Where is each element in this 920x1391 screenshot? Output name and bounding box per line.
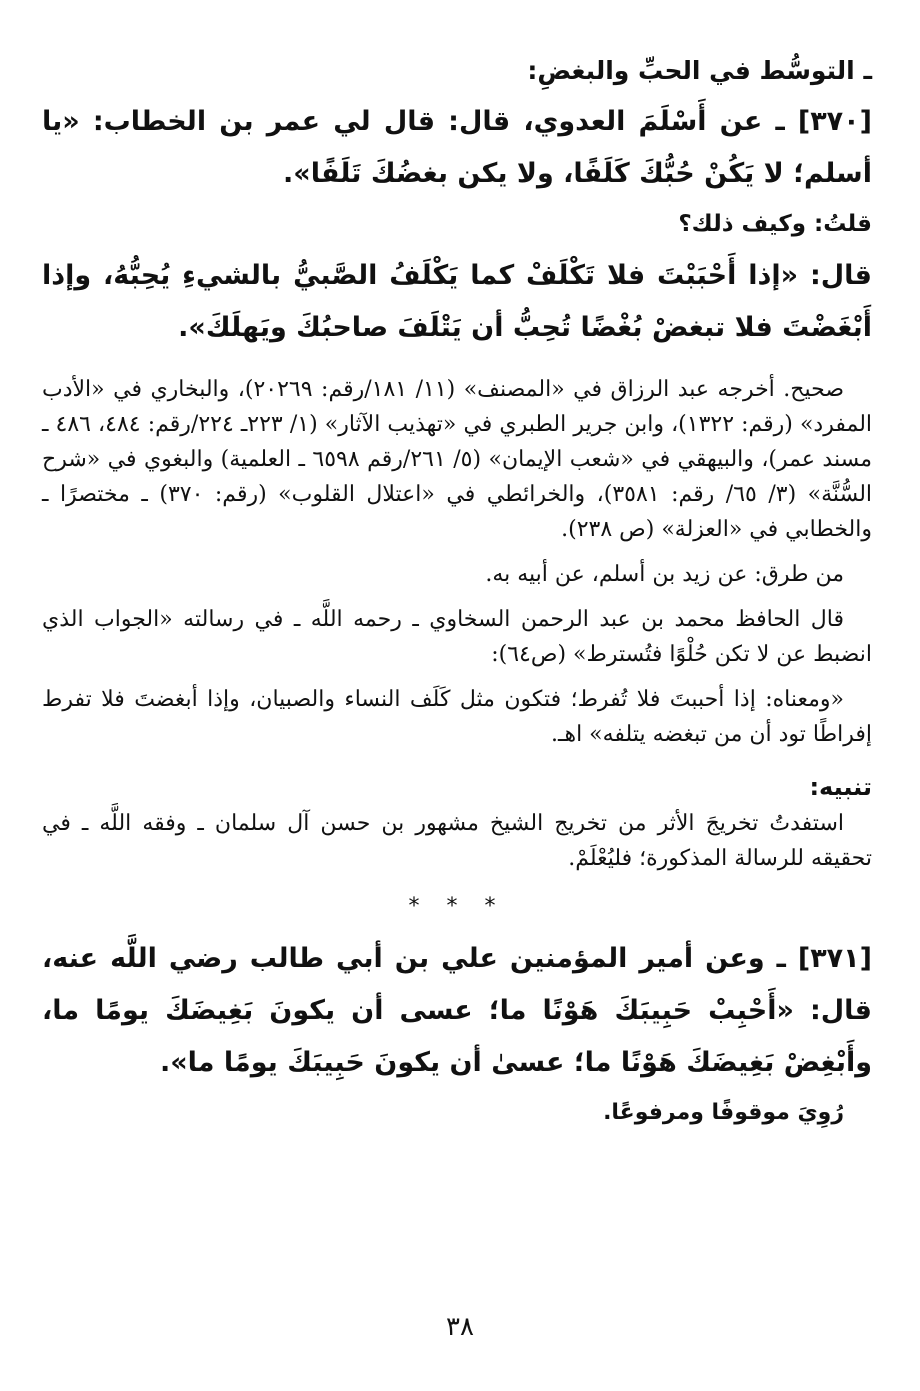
hadith-370-question: قلتُ: وكيف ذلك؟ [678, 211, 872, 237]
sakhawi-quote-intro: قال الحافظ محمد بن عبد الرحمن السخاوي ـ رحمه اللَّه ـ في رسالته «الجواب الذي انضبط عن لا تكن حُلْوًا فتُسترط» (ص٦٤): [42, 607, 872, 667]
tanbih-text: استفدتُ تخريجَ الأثر من تخريج الشيخ مشهور بن حسن آل سلمان ـ وفقه اللَّه ـ في تحقيقه للرسالة المذكورة؛ فليُعْلَمْ. [42, 811, 872, 871]
hadith-370-text: [٣٧٠] ـ عن أَسْلَمَ العدوي، قال: قال لي عمر بن الخطاب: «يا أسلم؛ لا يَكُنْ حُبُّكَ كَلَفًا، ولا يكن بغضُكَ تَلَفًا». [42, 106, 872, 189]
hadith-370-answer: قال: «إذا أَحْبَبْتَ فلا تَكْلَفْ كما يَكْلَفُ الصَّبيُّ بالشيءِ يُحِبُّهُ، وإذا أَبْغَضْتَ فلا تبغضْ بُغْضًا تُحِبُّ أن يَتْلَفَ صاحبُكَ ويَهلَكَ». [42, 260, 872, 343]
hadith-371-grading: رُوِيَ موقوفًا ومرفوعًا. [603, 1100, 844, 1125]
chains-paragraph: من طرق: عن زيد بن أسلم، عن أبيه به. [485, 562, 844, 587]
section-separator: * * * [408, 894, 506, 919]
tanbih-heading: تنبيه: [809, 773, 872, 801]
section-heading: ـ التوسُّط في الحبِّ والبغضِ: [527, 56, 872, 85]
page-number: ٣٨ [446, 1312, 474, 1342]
book-page [42, 52, 872, 1153]
sakhawi-quote: «ومعناه: إذا أحببتَ فلا تُفرط؛ فتكون مثل كَلَف النساء والصبيان، وإذا أبغضتَ فلا تفرط إفراطًا تود أن من تبغضه يتلفه» اهـ. [42, 687, 872, 747]
hadith-371-text: [٣٧١] ـ وعن أمير المؤمنين علي بن أبي طالب رضي اللَّه عنه، قال: «أَحْبِبْ حَبِيبَكَ هَوْنًا ما؛ عسى أن يكونَ بَغِيضَكَ يومًا ما، وأَبْغِضْ بَغِيضَكَ هَوْنًا ما؛ عسىٰ أن يكونَ حَبِيبَكَ يومًا ما». [42, 943, 872, 1078]
takhrij-paragraph: صحيح. أخرجه عبد الرزاق في «المصنف» (١١/ ١٨١/رقم: ٢٠٢٦٩)، والبخاري في «الأدب المفرد» (رقم: ١٣٢٢)، وابن جرير الطبري في «تهذيب الآثار» (١/ ٢٢٣ـ ٢٢٤/رقم: ٤٨٤، ٤٨٦ ـ مسند عمر)، والبيهقي في «شعب الإيمان» (٥/ ٢٦١/رقم ٦٥٩٨ ـ العلمية) والبغوي في «شرح السُّنَّة» (٣/ ٦٥/ رقم: ٣٥٨١)، والخرائطي في «اعتلال القلوب» (رقم: ٣٧٠) ـ مختصرًا ـ والخطابي في «العزلة» (ص ٢٣٨). [42, 377, 873, 542]
